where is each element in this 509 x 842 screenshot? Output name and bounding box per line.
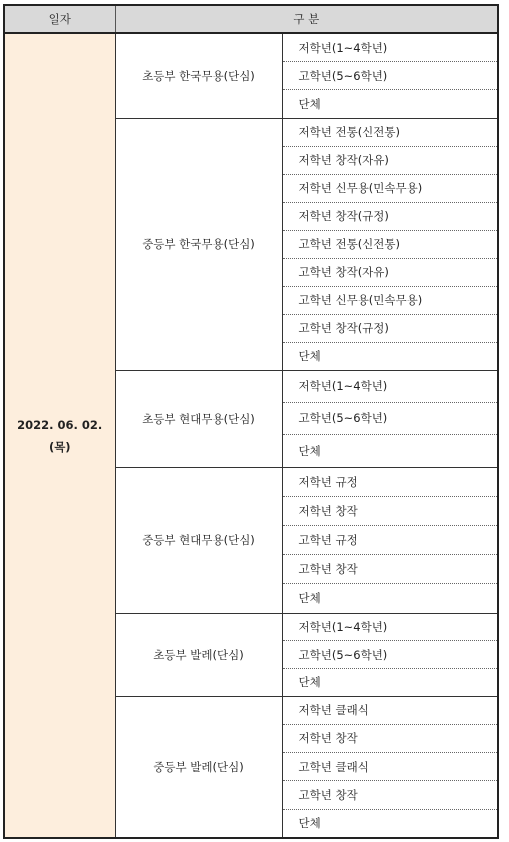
list-item: 저학년(1~4학년) xyxy=(298,40,388,55)
group-row xyxy=(4,33,498,118)
list-item: 고학년(5~6학년) xyxy=(283,640,498,668)
items-cell xyxy=(282,696,498,838)
category-cell: 초등부 한국무용(단심) xyxy=(115,33,282,118)
list-item: 단체 xyxy=(283,809,498,837)
list-item: 저학년 창작 xyxy=(283,724,498,752)
list-item: 저학년 신무용(민속무용) xyxy=(283,174,498,202)
list-item: 저학년(1~4학년) xyxy=(298,619,388,634)
list-item: 고학년 규정 xyxy=(283,525,498,554)
list-item: 저학년 전통(신전통) xyxy=(298,125,400,139)
list-item: 단체 xyxy=(283,342,498,370)
category-cell: 초등부 현대무용(단심) xyxy=(115,370,282,467)
date-column-header: 일자 xyxy=(4,5,115,33)
items-cell xyxy=(282,370,498,467)
list-item: 고학년 창작(자유) xyxy=(283,258,498,286)
list-item: 단체 xyxy=(283,583,498,612)
list-item: 고학년 전통(신전통) xyxy=(283,230,498,258)
list-item: 저학년 클래식 xyxy=(298,703,369,718)
category-cell: 중등부 발레(단심) xyxy=(115,696,282,838)
items-cell xyxy=(282,118,498,370)
list-item: 저학년(1~4학년) xyxy=(298,379,388,394)
header-row xyxy=(4,5,498,33)
list-item: 고학년(5~6학년) xyxy=(283,61,498,89)
weekday-value: (목) xyxy=(48,439,71,454)
list-item: 저학년 창작 xyxy=(283,496,498,525)
schedule-body xyxy=(4,33,498,838)
category-cell: 중등부 한국무용(단심) xyxy=(115,118,282,370)
category-cell: 중등부 현대무용(단심) xyxy=(115,467,282,613)
list-item: 고학년 클래식 xyxy=(283,752,498,780)
list-item: 고학년 창작 xyxy=(283,780,498,808)
list-item: 단체 xyxy=(283,668,498,696)
list-item: 저학년 규정 xyxy=(298,474,358,489)
category-cell: 초등부 발레(단심) xyxy=(115,613,282,696)
items-cell xyxy=(282,33,498,118)
category-column-header: 구 분 xyxy=(115,5,498,33)
list-item: 단체 xyxy=(283,434,498,466)
items-cell xyxy=(282,467,498,613)
list-item: 고학년 신무용(민속무용) xyxy=(283,286,498,314)
list-item: 저학년 창작(규정) xyxy=(283,202,498,230)
schedule-table xyxy=(3,4,499,839)
list-item: 단체 xyxy=(283,89,498,117)
date-cell xyxy=(4,33,115,838)
list-item: 고학년(5~6학년) xyxy=(283,402,498,434)
list-item: 고학년 창작 xyxy=(283,554,498,583)
date-value: 2022. 06. 02. xyxy=(17,417,103,432)
items-cell xyxy=(282,613,498,696)
list-item: 저학년 창작(자유) xyxy=(283,146,498,174)
list-item: 고학년 창작(규정) xyxy=(283,314,498,342)
